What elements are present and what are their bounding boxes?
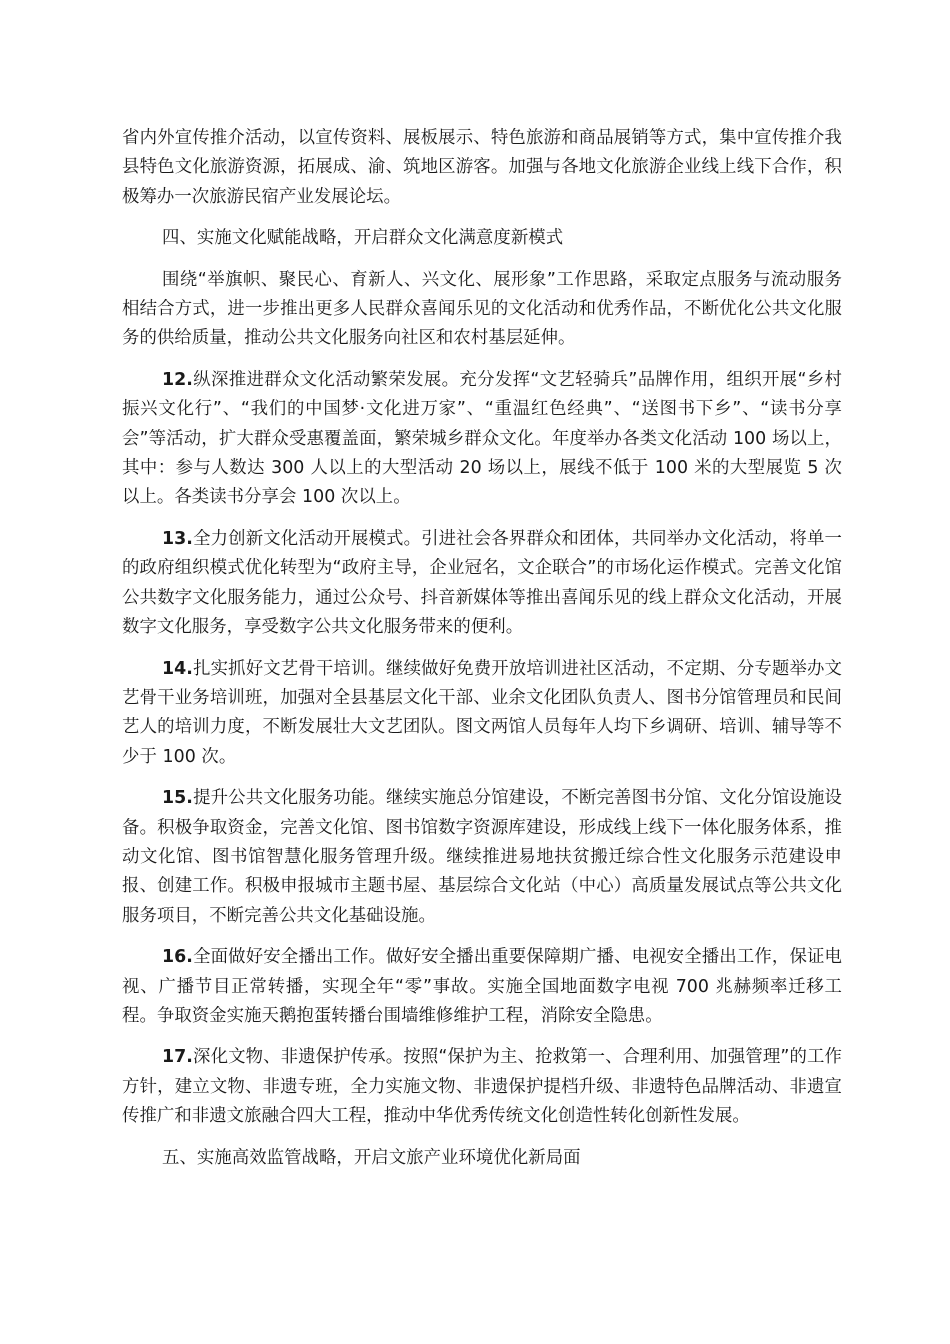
item-number: 14.: [162, 658, 193, 679]
item-text: 纵深推进群众文化活动繁荣发展。充分发挥“文艺轻骑兵”品牌作用，组织开展“乡村振兴文化行”、“我们的中国梦·文化进万家”、“重温红色经典”、“送图书下乡”、“读书分享会”等活动，扩大群众受惠覆盖面，繁荣城乡群众文化。年度举办各类文化活动 100 场以上，其中：参与人数达 300 人以上的大型活动 20 场以上，展线不低于 100 米的大型展览 5 次以上。各类读书分享会 100 次以上。: [122, 369, 842, 508]
item-number: 15.: [162, 788, 193, 809]
item-number: 12.: [162, 369, 193, 390]
list-item-16: [122, 943, 842, 1031]
item-text: 深化文物、非遗保护传承。按照“保护为主、抢救第一、合理利用、加强管理”的工作方针，建立文物、非遗专班，全力实施文物、非遗保护提档升级、非遗特色品牌活动、非遗宣传推广和非遗文旅融合四大工程，推动中华优秀传统文化创造性转化创新性发展。: [122, 1047, 842, 1127]
item-text: 全力创新文化活动开展模式。引进社会各界群众和团体，共同举办文化活动，将单一的政府组织模式优化转型为“政府主导，企业冠名，文企联合”的市场化运作模式。完善文化馆公共数字文化服务能力，通过公众号、抖音新媒体等推出喜闻乐见的线上群众文化活动，开展数字文化服务，享受数字公共文化服务带来的便利。: [122, 528, 842, 638]
item-text: 全面做好安全播出工作。做好安全播出重要保障期广播、电视安全播出工作，保证电视、广播节目正常转播，实现全年“零”事故。实施全国地面数字电视 700 兆赫频率迁移工程。争取资金实施天鹅抱蛋转播台围墙维修维护工程，消除安全隐患。: [122, 947, 842, 1026]
item-number: 16.: [162, 947, 193, 968]
item-text: 扎实抓好文艺骨干培训。继续做好免费开放培训进社区活动，不定期、分专题举办文艺骨干业务培训班，加强对全县基层文化干部、业余文化团队负责人、图书分馆管理员和民间艺人的培训力度，不断发展壮大文艺团队。图文两馆人员每年人均下乡调研、培训、辅导等不少于 100 次。: [122, 658, 842, 767]
list-item-15: [122, 784, 842, 931]
paragraph-intro: 省内外宣传推介活动，以宣传资料、展板展示、特色旅游和商品展销等方式，集中宣传推介我县特色文化旅游资源，拓展成、渝、筑地区游客。加强与各地文化旅游企业线上线下合作，积极筹办一次旅游民宿产业发展论坛。: [122, 128, 842, 207]
list-item-13: [122, 525, 842, 643]
section-heading-4: 四、实施文化赋能战略，开启群众文化满意度新模式: [162, 228, 564, 249]
item-number: 17.: [162, 1047, 193, 1068]
item-number: 13.: [162, 528, 193, 549]
list-item-12: [122, 366, 842, 513]
list-item-14: [122, 655, 842, 773]
list-item-17: [122, 1043, 842, 1131]
section-heading-5: 五、实施高效监管战略，开启文旅产业环境优化新局面: [162, 1147, 581, 1168]
paragraph-section-4-intro: 围绕“举旗帜、聚民心、育新人、兴文化、展形象”工作思路，采取定点服务与流动服务相结合方式，进一步推出更多人民群众喜闻乐见的文化活动和优秀作品，不断优化公共文化服务的供给质量，推动公共文化服务向社区和农村基层延伸。: [122, 269, 842, 349]
document-page: [122, 124, 842, 1173]
item-text: 提升公共文化服务功能。继续实施总分馆建设，不断完善图书分馆、文化分馆设施设备。积极争取资金，完善文化馆、图书馆数字资源库建设，形成线上线下一体化服务体系，推动文化馆、图书馆智慧化服务管理升级。继续推进易地扶贫搬迁综合性文化服务示范建设申报、创建工作。积极申报城市主题书屋、基层综合文化站（中心）高质量发展试点等公共文化服务项目，不断完善公共文化基础设施。: [122, 788, 842, 926]
